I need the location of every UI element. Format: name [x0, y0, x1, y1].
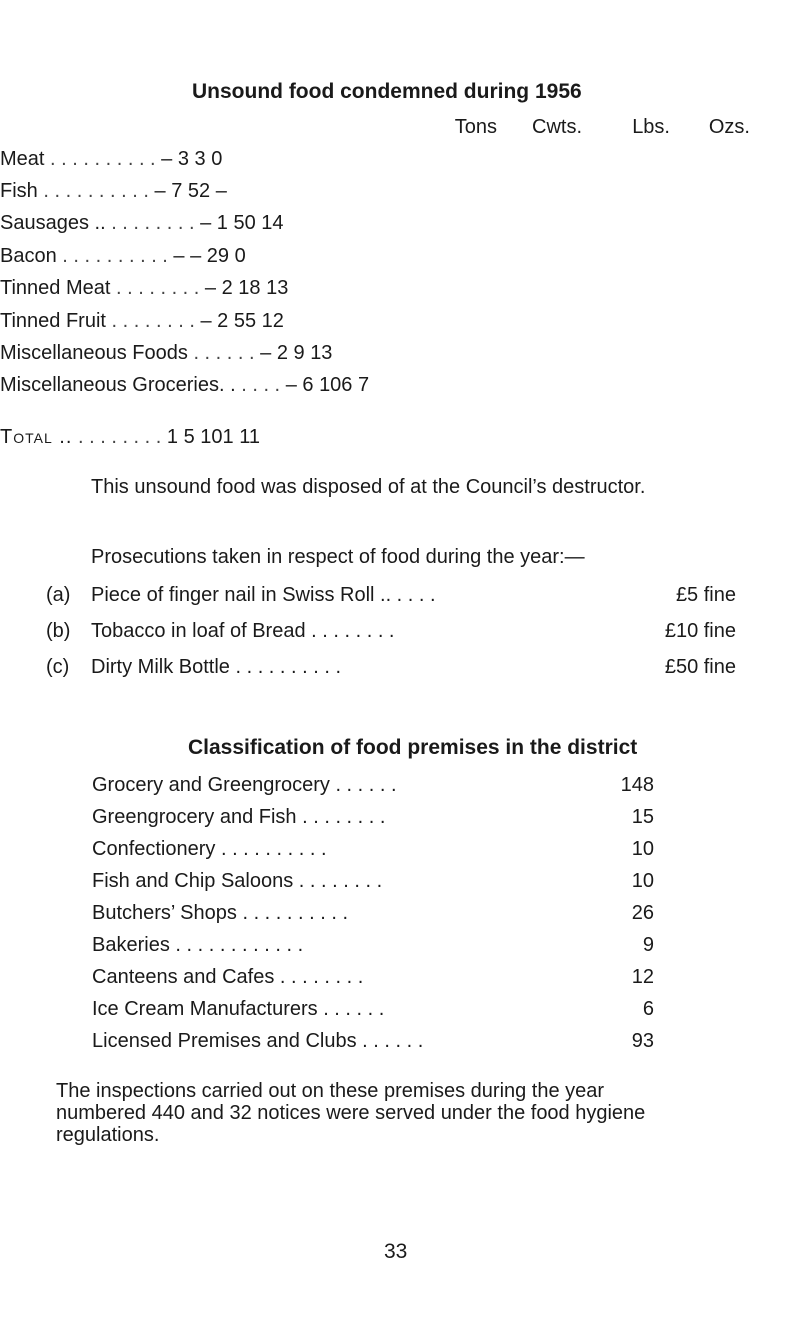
table-row [0, 180, 800, 208]
row-leader: . . . . . . . . . . [43, 180, 149, 202]
column-headers [0, 116, 800, 144]
premises-count: 6 [642, 998, 654, 1020]
table-row [0, 245, 800, 273]
premises-label: Fish and Chip Saloons . . . . . . . . [92, 870, 383, 892]
cell-tons: – [154, 180, 166, 202]
row-label: Bacon [0, 245, 57, 267]
row-label: Fish [0, 180, 38, 202]
list-item [0, 838, 800, 866]
list-item [0, 774, 800, 802]
cell-ozs: 12 [261, 310, 284, 332]
premises-count: 26 [631, 902, 654, 924]
premises-count: 93 [631, 1030, 654, 1052]
closing-line: The inspections carried out on these premises during the year [56, 1080, 605, 1102]
cell-lbs: 9 [293, 342, 305, 364]
total-ozs: 11 [239, 426, 260, 448]
prosecution-label: Dirty Milk Bottle . . . . . . . . . . [91, 656, 342, 678]
total-tons: 1 [166, 426, 179, 448]
cell-lbs: 3 [194, 148, 206, 170]
premises-count: 148 [620, 774, 654, 796]
closing-line: regulations. [56, 1124, 160, 1146]
list-item [0, 806, 800, 834]
cell-ozs: 0 [234, 245, 246, 267]
row-leader: . . . . . . . . . . [62, 245, 168, 267]
cell-tons: – [200, 310, 212, 332]
cell-cwts: 2 [217, 310, 229, 332]
list-item [0, 902, 800, 930]
total-cwts: 5 [183, 426, 195, 448]
total-row [0, 426, 800, 454]
premises-label: Bakeries . . . . . . . . . . . . [92, 934, 304, 956]
premises-label: Ice Cream Manufacturers . . . . . . [92, 998, 385, 1020]
table-title-condemned: Unsound food condemned during 1956 [192, 80, 582, 103]
header-lbs: Lbs. [632, 116, 670, 138]
total-lbs: 101 [200, 426, 234, 448]
cell-ozs: 7 [358, 374, 370, 396]
prosecution-key: (a) [46, 584, 71, 606]
cell-cwts: 7 [171, 180, 183, 202]
table-row [0, 374, 800, 402]
prosecution-item [0, 620, 800, 650]
prosecutions-intro: Prosecutions taken in respect of food during the year:— [91, 546, 585, 568]
cell-cwts: 3 [177, 148, 189, 170]
closing-line: numbered 440 and 32 notices were served under the food hygiene [56, 1102, 646, 1124]
cell-lbs: 55 [233, 310, 257, 332]
prosecution-key: (b) [46, 620, 71, 642]
classification-title: Classification of food premises in the district [188, 736, 638, 759]
cell-cwts: 2 [221, 277, 233, 299]
row-label: Tinned Fruit [0, 310, 106, 332]
row-label: Tinned Meat [0, 277, 111, 299]
total-leader: . . . . . . . . [77, 426, 162, 448]
premises-count: 15 [631, 806, 654, 828]
cell-tons: – [173, 245, 185, 267]
cell-lbs: 52 [187, 180, 211, 202]
header-cwts: Cwts. [532, 116, 582, 138]
cell-lbs: 50 [233, 212, 256, 234]
cell-lbs: 106 [319, 374, 353, 396]
prosecution-item [0, 656, 800, 686]
row-label: Miscellaneous Groceries. . [0, 374, 236, 396]
cell-ozs: 14 [261, 212, 284, 234]
premises-label: Greengrocery and Fish . . . . . . . . [92, 806, 386, 828]
row-leader: . . . . . . . . [111, 212, 195, 234]
table-row [0, 148, 800, 176]
row-label: Meat [0, 148, 45, 170]
page-number: 33 [384, 1240, 408, 1263]
table-row [0, 212, 800, 240]
closing-paragraph [56, 1080, 746, 1146]
cell-tons: – [161, 148, 173, 170]
list-item [0, 966, 800, 994]
list-item [0, 934, 800, 962]
premises-count: 9 [642, 934, 654, 956]
table-row [0, 310, 800, 338]
cell-ozs: 13 [310, 342, 333, 364]
list-item [0, 1030, 800, 1058]
premises-label: Licensed Premises and Clubs . . . . . . [92, 1030, 424, 1052]
cell-ozs: 0 [211, 148, 223, 170]
list-item [0, 998, 800, 1026]
prosecution-key: (c) [46, 656, 70, 678]
header-tons: Tons [454, 116, 497, 138]
premises-label: Canteens and Cafes . . . . . . . . [92, 966, 364, 988]
cell-tons: – [285, 374, 297, 396]
prosecution-fine: £50 fine [664, 656, 736, 678]
row-leader: . . . . . . [193, 342, 255, 364]
premises-label: Grocery and Greengrocery . . . . . . [92, 774, 397, 796]
list-item [0, 870, 800, 898]
row-label: Sausages .. [0, 212, 106, 234]
row-leader: . . . . . . . . [116, 277, 200, 299]
row-leader: . . . . [241, 374, 281, 396]
cell-cwts: 1 [216, 212, 228, 234]
cell-cwts: – [190, 245, 202, 267]
premises-label: Butchers’ Shops . . . . . . . . . . [92, 902, 349, 924]
total-label: Total .. [0, 426, 73, 448]
cell-ozs: 13 [266, 277, 289, 299]
table-row [0, 342, 800, 370]
row-leader: . . . . . . . . . . [50, 148, 156, 170]
cell-lbs: 18 [238, 277, 261, 299]
cell-lbs: 29 [206, 245, 230, 267]
prosecution-fine: £10 fine [664, 620, 736, 642]
premises-count: 10 [631, 870, 654, 892]
row-leader: . . . . . . . . [111, 310, 195, 332]
premises-count: 10 [631, 838, 654, 860]
prosecution-label: Tobacco in loaf of Bread . . . . . . . . [91, 620, 395, 642]
table-row [0, 277, 800, 305]
premises-count: 12 [631, 966, 654, 988]
premises-label: Confectionery . . . . . . . . . . [92, 838, 327, 860]
cell-tons: – [200, 212, 212, 234]
cell-tons: – [204, 277, 217, 299]
cell-cwts: 6 [302, 374, 314, 396]
disposal-note: This unsound food was disposed of at the Council’s destructor. [91, 476, 646, 498]
cell-ozs: – [215, 180, 227, 202]
header-ozs: Ozs. [708, 116, 750, 138]
cell-tons: – [260, 342, 272, 364]
cell-cwts: 2 [276, 342, 288, 364]
prosecution-item [0, 584, 800, 614]
prosecution-fine: £5 fine [675, 584, 736, 606]
row-label: Miscellaneous Foods [0, 342, 188, 364]
prosecution-label: Piece of finger nail in Swiss Roll .. . . . . [91, 584, 436, 606]
